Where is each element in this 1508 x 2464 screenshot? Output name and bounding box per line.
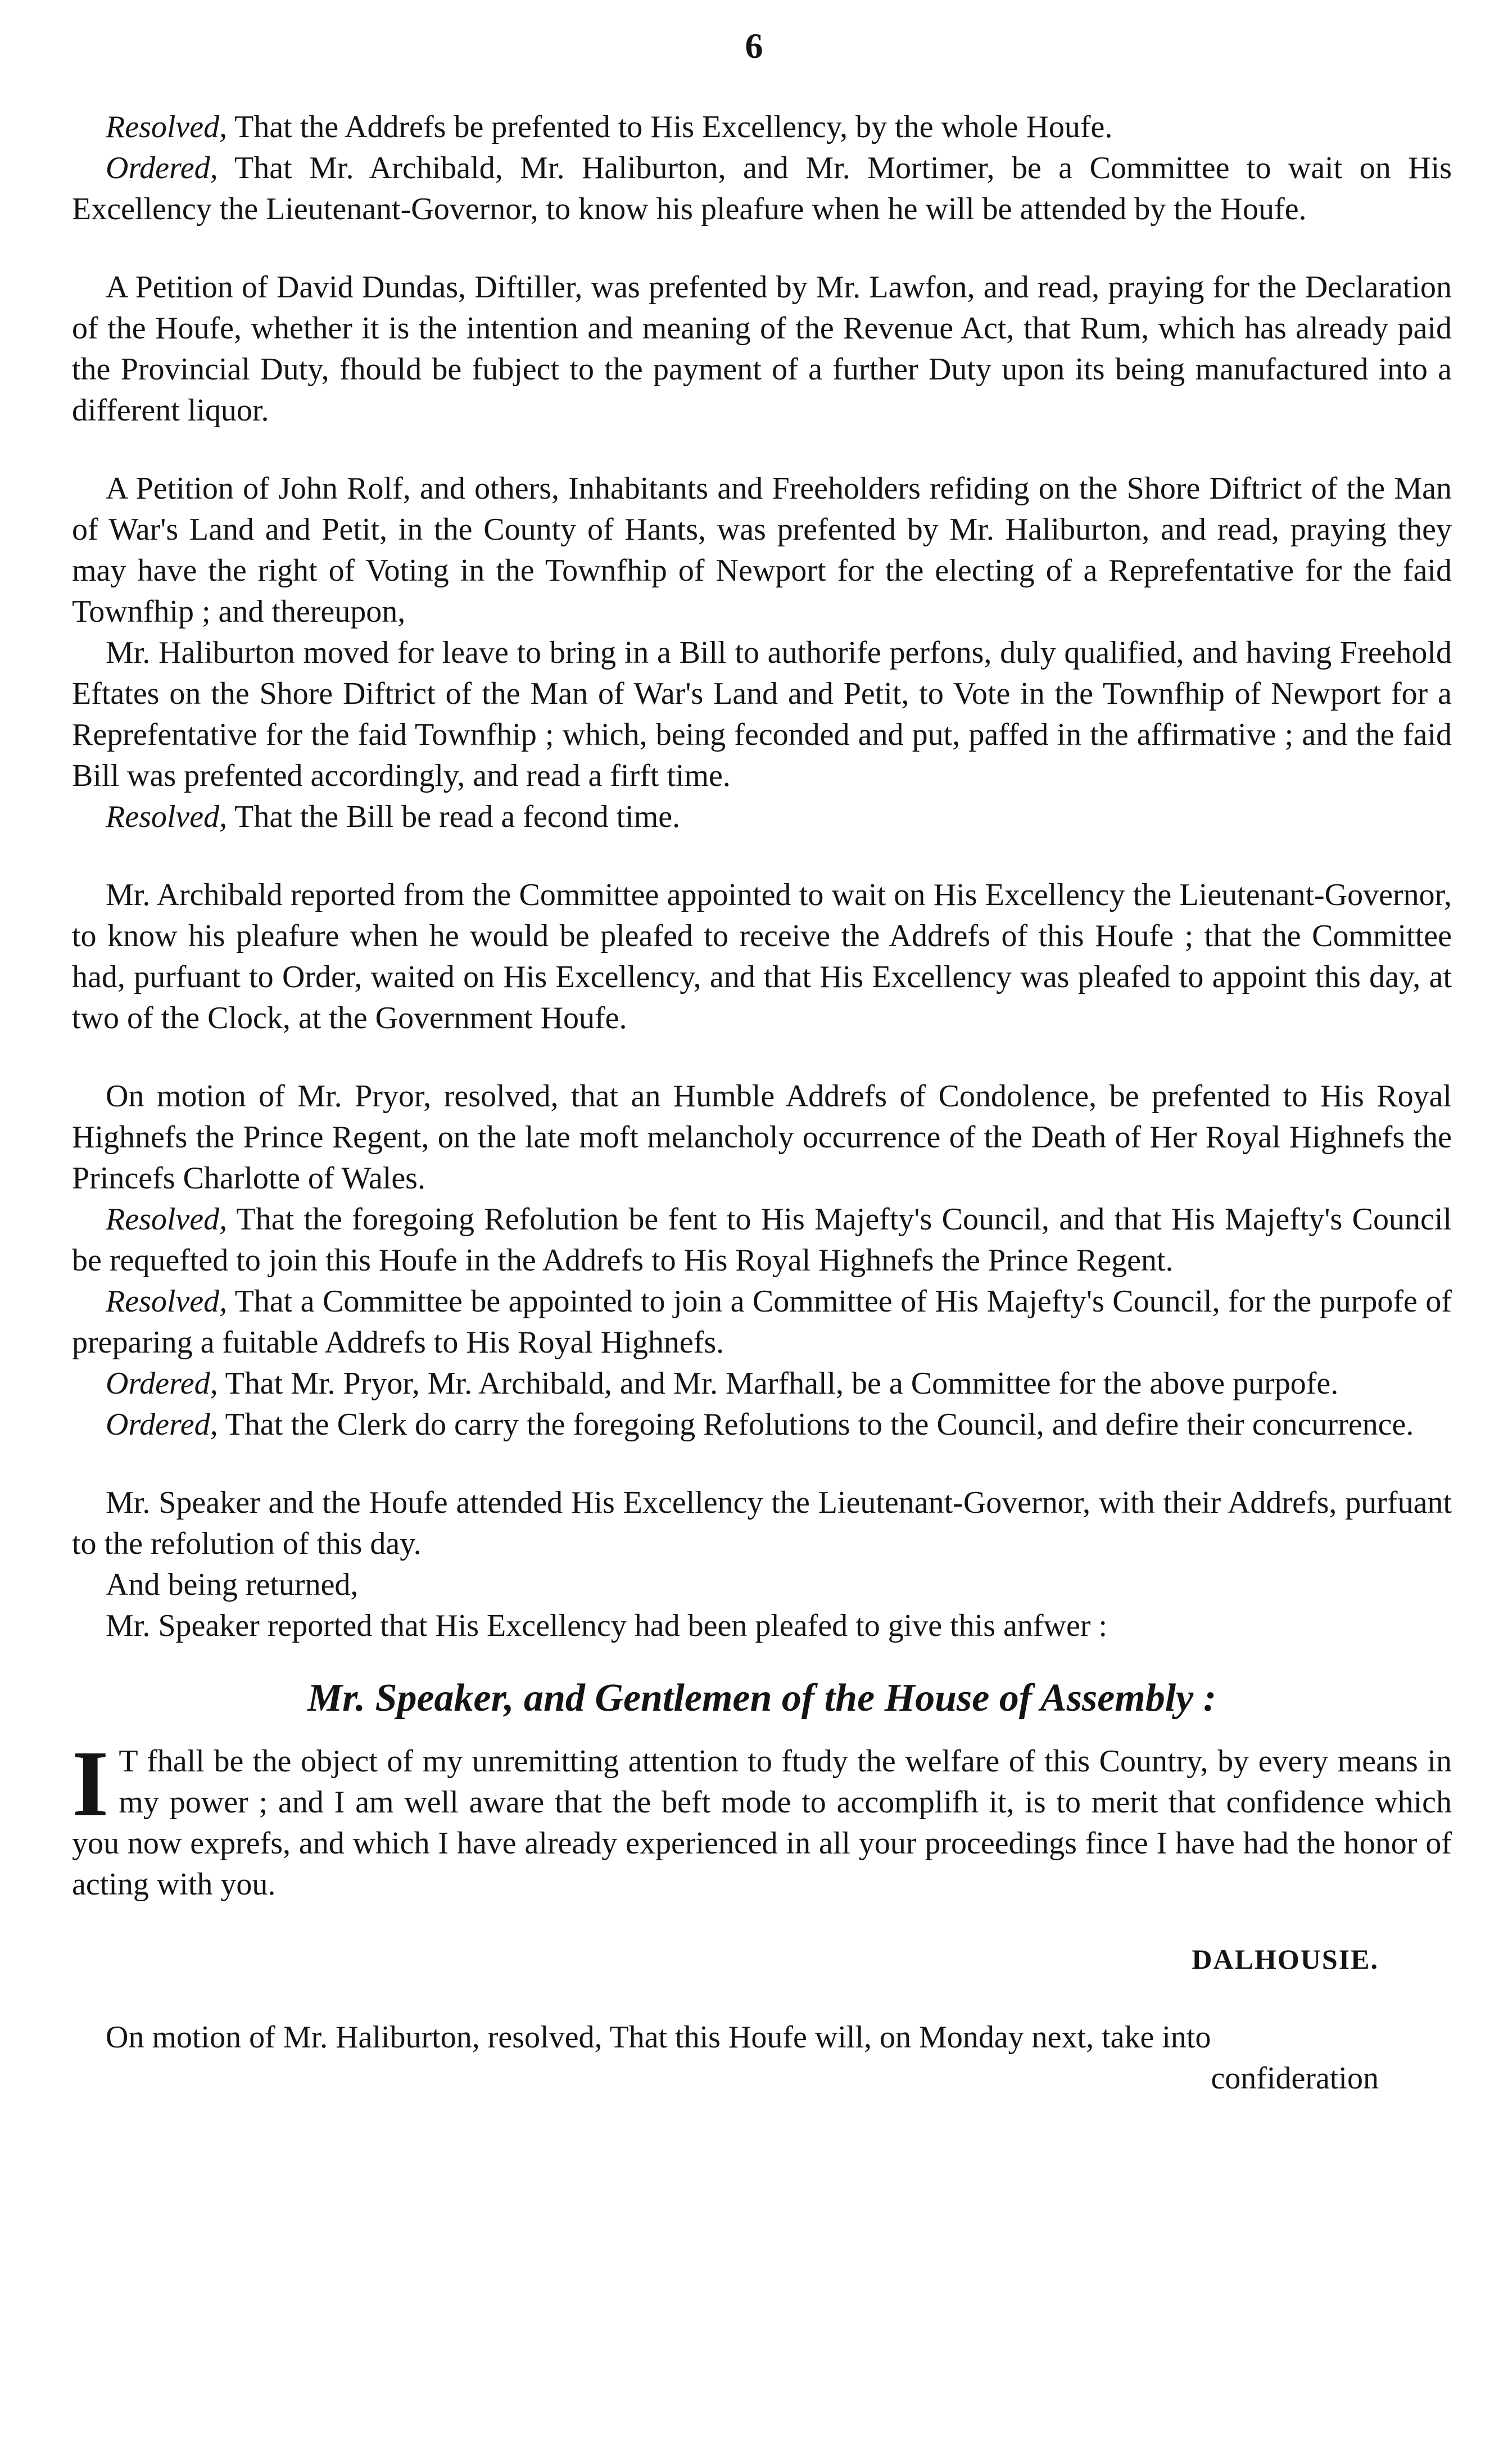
signature: DALHOUSIE. <box>1192 1943 1379 1975</box>
paragraph-text: And being returned, <box>106 1567 359 1602</box>
paragraph <box>72 468 1452 632</box>
paragraph-text: Mr. Haliburton moved for leave to bring in a Bill to authorife perfons, duly qualified, and having Freehold Eftates on the Shore Diftrict of the Man of War's Land and Petit, to Vote in the Townfhip of Newport for a Reprefentative for the faid Townfhip ; which, being feconded and put, paffed in the affirmative ; and the faid Bill was prefented accordingly, and read a firft time. <box>72 635 1452 793</box>
paragraph <box>72 148 1452 230</box>
paragraph <box>72 1606 1452 1647</box>
paragraph-lead: Resolved, <box>106 1284 228 1319</box>
paragraph-text: Mr. Speaker reported that His Excellency had been pleafed to give this anfwer : <box>106 1608 1108 1643</box>
paragraph-lead: Resolved, <box>106 110 228 144</box>
paragraph-lead: Ordered, <box>106 1366 218 1401</box>
paragraph-text: On motion of Mr. Pryor, resolved, that an Humble Addrefs of Condolence, be prefented to His Royal Highnefs the Prince Regent, on the late moft melancholy occurrence of the Death of Her Royal Highnefs the Princefs Charlotte of Wales. <box>72 1079 1452 1196</box>
drop-cap: I <box>72 1731 109 1836</box>
paragraph <box>72 1482 1452 1565</box>
paragraph <box>72 1199 1452 1281</box>
paragraph-text: That the Addrefs be prefented to His Excellency, by the whole Houfe. <box>227 110 1113 144</box>
paragraph-text: That Mr. Pryor, Mr. Archibald, and Mr. Marfhall, be a Committee for the above purpofe. <box>218 1366 1339 1401</box>
answer-paragraph <box>72 1731 1452 1905</box>
paragraph <box>72 267 1452 431</box>
paragraph <box>72 632 1452 797</box>
paragraph <box>72 1281 1452 1363</box>
answer-text: T fhall be the object of my unremitting attention to ftudy the welfare of this Country, by every means in my power ; and I am well aware that the beft mode to accomplifh it, is to merit that confidence which you now exprefs, and which I have already experienced in all your proceedings fince I have had the honor of acting with you. <box>72 1744 1452 1902</box>
paragraph <box>72 875 1452 1039</box>
page-number: 6 <box>745 26 763 66</box>
paragraph-text: A Petition of John Rolf, and others, Inhabitants and Freeholders refiding on the Shore Diftrict of the Man of War's Land and Petit, in the County of Hants, was prefented by Mr. Haliburton, and read, praying they may have the right of Voting in the Townfhip of Newport for the electing of a Reprefentative for the faid Townfhip ; and thereupon, <box>72 471 1452 629</box>
paragraph <box>72 1363 1452 1404</box>
journal-text <box>72 107 1452 2099</box>
paragraph-text: That a Committee be appointed to join a Committee of His Majefty's Council, for the purpofe of preparing a fuitable Addrefs to His Royal Highnefs. <box>72 1284 1452 1360</box>
paragraph-text: A Petition of David Dundas, Diftiller, was prefented by Mr. Lawfon, and read, praying for the Declaration of the Houfe, whether it is the intention and meaning of the Revenue Act, that Rum, which has already paid the Provincial Duty, fhould be fubject to the payment of a further Duty upon its being manufactured into a different liquor. <box>72 270 1452 428</box>
paragraph-text: Mr. Archibald reported from the Committee appointed to wait on His Excellency the Lieutenant-Governor, to know his pleafure when he would be pleafed to receive the Addrefs of this Houfe ; that the Committee had, purfuant to Order, waited on His Excellency, and that His Excellency was pleafed to appoint this day, at two of the Clock, at the Government Houfe. <box>72 878 1452 1036</box>
paragraph-lead: Ordered, <box>106 151 218 186</box>
paragraph-text: That the Bill be read a fecond time. <box>227 799 681 834</box>
paragraph-lead: Resolved, <box>106 799 228 834</box>
paragraph-text: That the foregoing Refolution be fent to His Majefty's Council, and that His Majefty's Council be requefted to join this Houfe in the Addrefs to His Royal Highnefs the Prince Regent. <box>72 1202 1452 1278</box>
paragraph <box>72 797 1452 838</box>
paragraph-lead: Ordered, <box>106 1407 218 1442</box>
paragraph-text: That the Clerk do carry the foregoing Refolutions to the Council, and defire their concurrence. <box>218 1407 1414 1442</box>
paragraph <box>72 1404 1452 1445</box>
catchword: confideration <box>1211 2061 1379 2096</box>
paragraph-text: That Mr. Archibald, Mr. Haliburton, and Mr. Mortimer, be a Committee to wait on His Excellency the Lieutenant-Governor, to know his pleafure when he will be attended by the Houfe. <box>72 151 1452 227</box>
closing-paragraph: On motion of Mr. Haliburton, resolved, That this Houfe will, on Monday next, take into <box>106 2020 1211 2055</box>
answer-heading: Mr. Speaker, and Gentlemen of the House of Assembly : <box>307 1676 1217 1720</box>
paragraph-text: Mr. Speaker and the Houfe attended His Excellency the Lieutenant-Governor, with their Addrefs, purfuant to the refolution of this day. <box>72 1485 1452 1561</box>
paragraph-lead: Resolved, <box>106 1202 228 1237</box>
paragraph <box>72 1076 1452 1199</box>
paragraph <box>72 107 1452 148</box>
paragraph <box>72 1565 1452 1606</box>
